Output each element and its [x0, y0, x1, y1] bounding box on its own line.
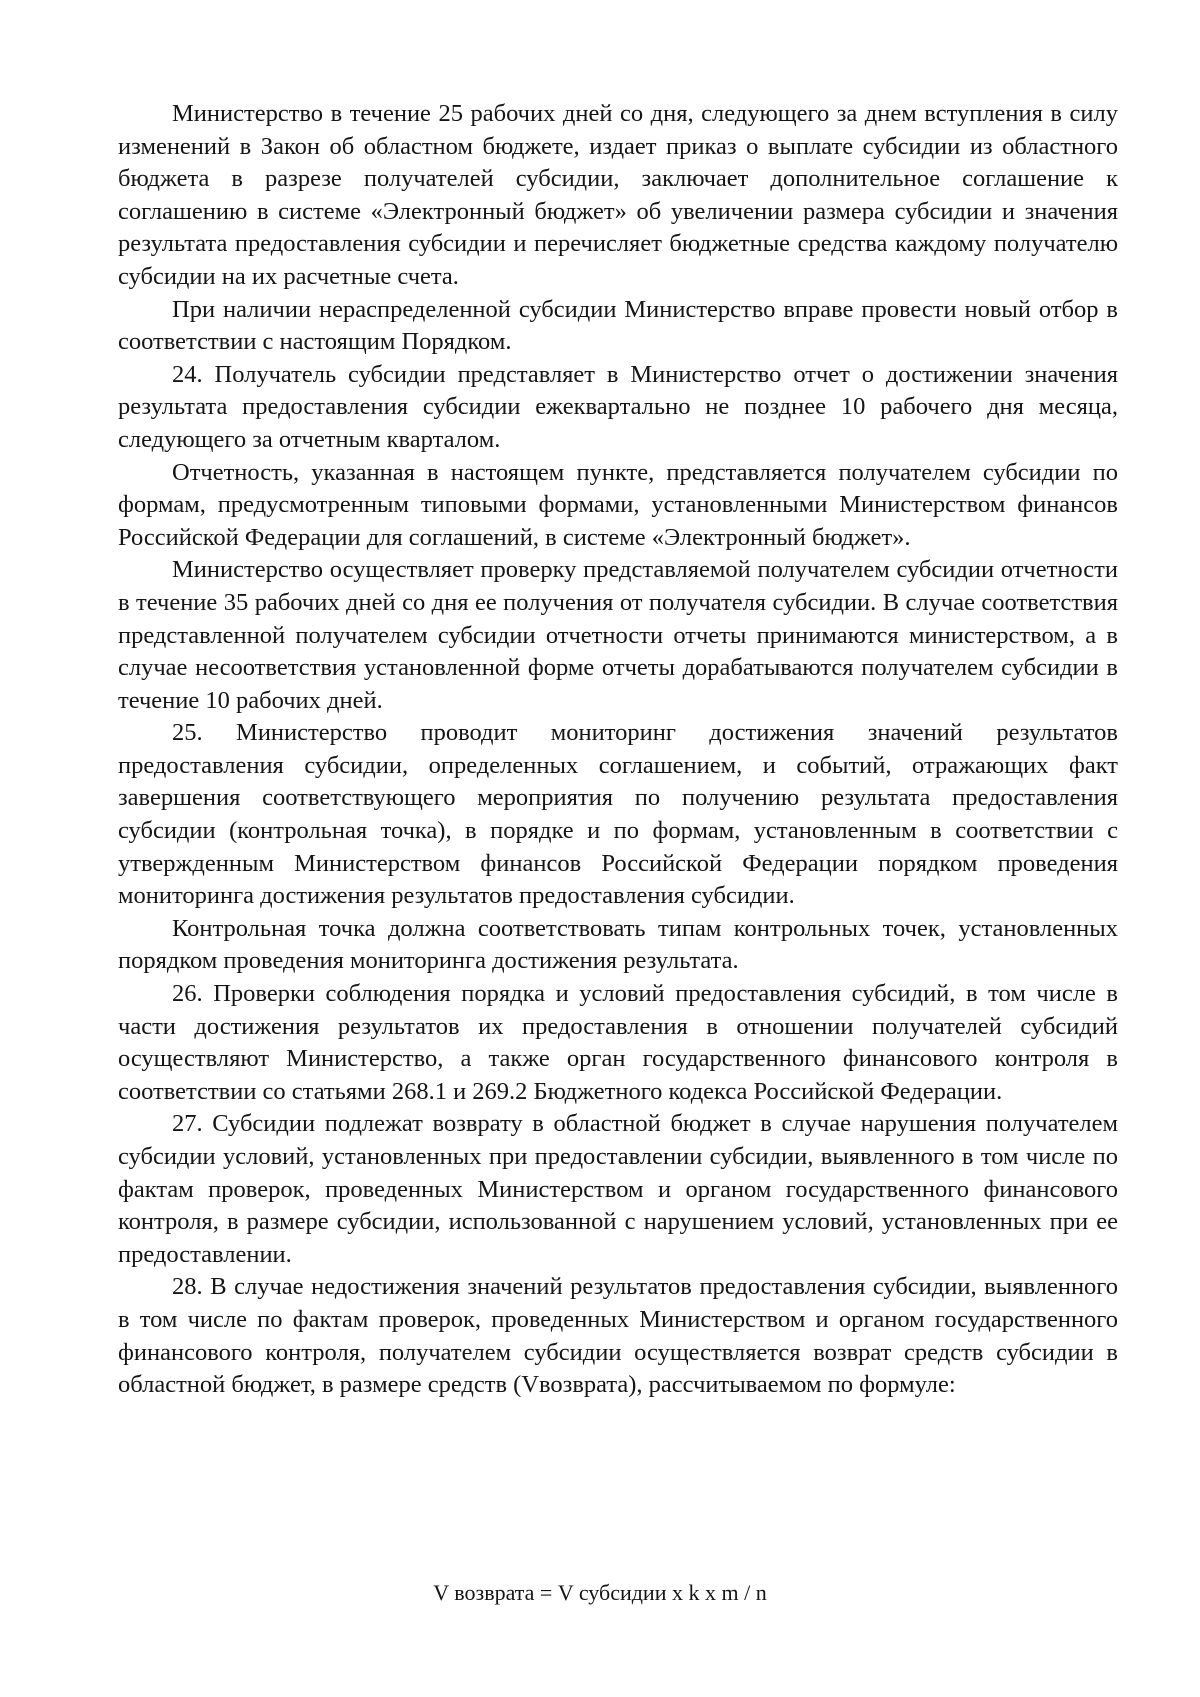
refund-formula: V возврата = V субсидии х k х m / n [433, 1580, 767, 1605]
paragraph-new-selection: При наличии нераспределенной субсидии Министерство вправе провести новый отбор в соответствии с настоящим Порядком. [118, 295, 1118, 356]
paragraph-26-inspections: 26. Проверки соблюдения порядка и условий предоставления субсидий, в том числе в части достижения результатов их предоставления в отношении получателей субсидий осуществляют Министерство, а также орган государственного финансового контроля в соответствии со статьями 268.1 и 269.2 Бюджетного кодекса Российской Федерации. [118, 980, 1118, 1105]
paragraph-25-monitoring: 25. Министерство проводит мониторинг достижения значений результатов предоставления субсидии, определенных соглашением, и событий, отражающих факт завершения соответствующего мероприятия по получению результата предоставления субсидии (контрольная точка), в порядке и по формам, установленным в соответствии с утвержденным Министерством финансов Российской Федерации порядком проведения мониторинга достижения результатов предоставления субсидии. [118, 719, 1118, 910]
paragraph-27-refund: 27. Субсидии подлежат возврату в областной бюджет в случае нарушения получателем субсидии условий, установленных при предоставлении субсидии, выявленного в том числе по фактам проверок, проведенных Министерством и органом государственного финансового контроля, в размере субсидии, использованной с нарушением условий, установленных при ее предоставлении. [118, 1110, 1118, 1268]
document-body [118, 98, 1118, 1402]
paragraph-reporting-forms: Отчетность, указанная в настоящем пункте, представляется получателем субсидии по формам, предусмотренным типовыми формами, установленными Министерством финансов Российской Федерации для соглашений, в системе «Электронный бюджет». [118, 458, 1118, 551]
paragraph-ministry-payment: Министерство в течение 25 рабочих дней со дня, следующего за днем вступления в силу изменений в Закон об областном бюджете, издает приказ о выплате субсидии из областного бюджета в разрезе получателей субсидии, заключает дополнительное соглашение к соглашению в системе «Электронный бюджет» об увеличении размера субсидии и значения результата предоставления субсидии и перечисляет бюджетные средства каждому получателю субсидии на их расчетные счета. [118, 100, 1118, 290]
paragraph-report-check: Министерство осуществляет проверку представляемой получателем субсидии отчетности в течение 35 рабочих дней со дня ее получения от получателя субсидии. В случае соответствия представленной получателем субсидии отчетности отчеты принимаются министерством, а в случае несоответствия установленной форме отчеты дорабатываются получателем субсидии в течение 10 рабочих дней. [118, 556, 1118, 714]
paragraph-control-point: Контрольная точка должна соответствовать типам контрольных точек, установленных порядком проведения мониторинга достижения результата. [118, 914, 1118, 975]
paragraph-28-non-achievement: 28. В случае недостижения значений результатов предоставления субсидии, выявленного в том числе по фактам проверок, проведенных Министерством и органом государственного финансового контроля, получателем субсидии осуществляется возврат средств субсидии в областной бюджет, в размере средств (Vвозврата), рассчитываемом по формуле: [118, 1273, 1118, 1399]
paragraph-24-report: 24. Получатель субсидии представляет в Министерство отчет о достижении значения результата предоставления субсидии ежеквартально не позднее 10 рабочего дня месяца, следующего за отчетным кварталом. [118, 360, 1118, 453]
